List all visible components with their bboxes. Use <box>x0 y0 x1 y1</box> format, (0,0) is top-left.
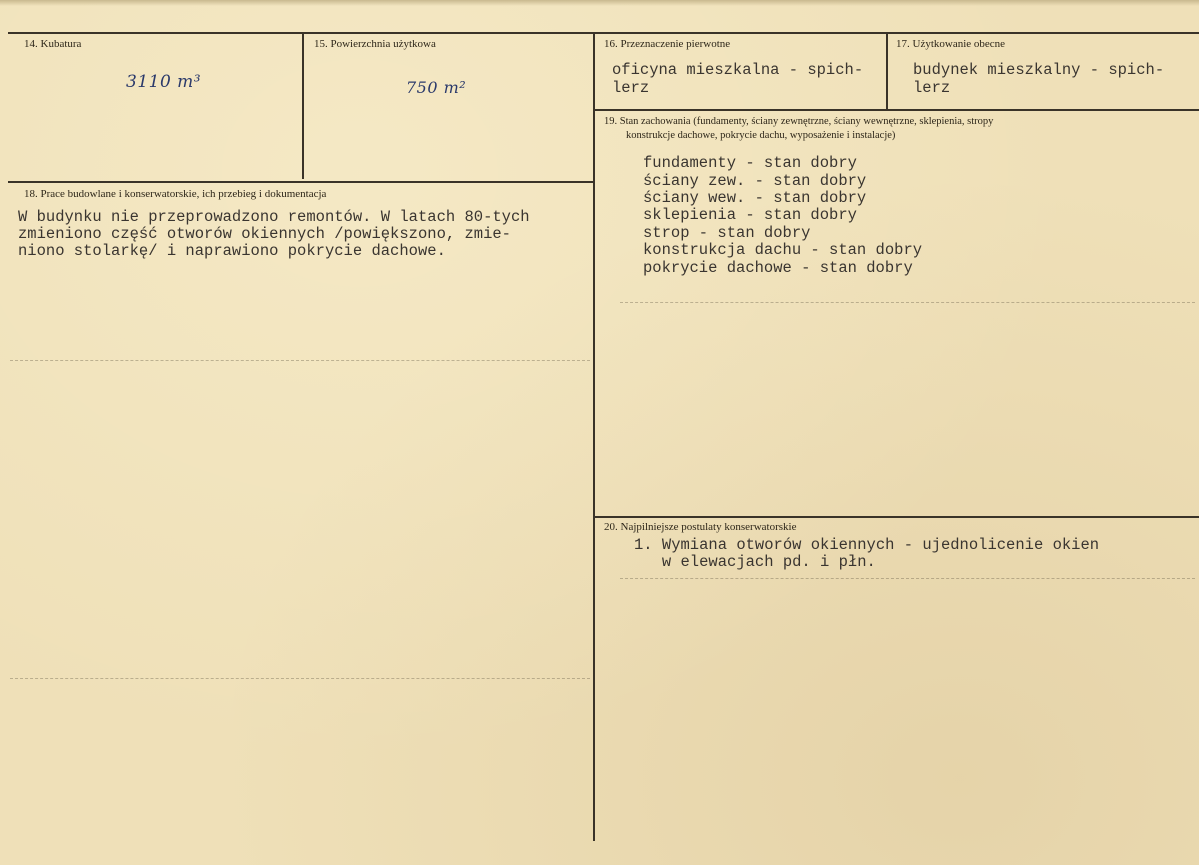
field-16-label: 16. Przeznaczenie pierwotne <box>604 38 731 50</box>
bleed-line <box>10 360 590 361</box>
field-19-line-6: konstrukcja dachu - stan dobry <box>643 241 923 259</box>
field-18-line-1: W budynku nie przeprowadzono remontów. W latach 80-tych <box>18 208 530 226</box>
top-border-line <box>8 32 1199 34</box>
field-19-line-1: fundamenty - stan dobry <box>643 154 857 172</box>
field-14-value: 3110 m³ <box>126 72 202 92</box>
field-20-line-1: 1. Wymiana otworów okiennych - ujednolicenie okien <box>634 536 1100 554</box>
main-vertical-divider <box>593 33 595 841</box>
line-below-16-17 <box>594 109 1199 111</box>
paper-edge <box>0 0 1199 6</box>
field-17-line-1: budynek mieszkalny - spich- <box>913 61 1165 79</box>
field-15-value: 750 m² <box>406 78 467 97</box>
field-17-line-2: lerz <box>913 79 951 97</box>
line-below-19 <box>594 516 1199 518</box>
field-19-line-4: sklepienia - stan dobry <box>643 206 857 224</box>
field-15-label: 15. Powierzchnia użytkowa <box>314 38 436 50</box>
bleed-line <box>10 678 590 679</box>
field-16-line-2: lerz <box>612 79 650 97</box>
field-18-line-3: niono stolarkę/ i naprawiono pokrycie dachowe. <box>18 242 446 260</box>
bleed-line <box>620 578 1195 579</box>
field-20-line-2: w elewacjach pd. i płn. <box>634 553 876 571</box>
field-18-line-2: zmieniono część otworów okiennych /powiększono, zmie- <box>18 225 511 243</box>
divider-14-15 <box>302 33 304 179</box>
divider-16-17 <box>886 33 888 109</box>
field-19-line-2: ściany zew. - stan dobry <box>643 172 867 190</box>
field-19-label-line-2: konstrukcje dachowe, pokrycie dachu, wyposażenie i instalacje) <box>626 130 896 141</box>
field-16-line-1: oficyna mieszkalna - spich- <box>612 61 864 79</box>
field-19-label-line-1: 19. Stan zachowania (fundamenty, ściany zewnętrzne, ściany wewnętrzne, sklepienia, stropy <box>604 116 994 127</box>
line-below-14-15 <box>8 181 594 183</box>
field-18-label: 18. Prace budowlane i konserwatorskie, ich przebieg i dokumentacja <box>24 188 327 200</box>
bleed-line <box>620 302 1195 303</box>
field-17-label: 17. Użytkowanie obecne <box>896 38 1006 50</box>
field-19-line-7: pokrycie dachowe - stan dobry <box>643 259 913 277</box>
field-20-label: 20. Najpilniejsze postulaty konserwatorskie <box>604 521 797 533</box>
field-19-line-5: strop - stan dobry <box>643 224 811 242</box>
field-14-label: 14. Kubatura <box>24 38 82 50</box>
field-19-line-3: ściany wew. - stan dobry <box>643 189 867 207</box>
